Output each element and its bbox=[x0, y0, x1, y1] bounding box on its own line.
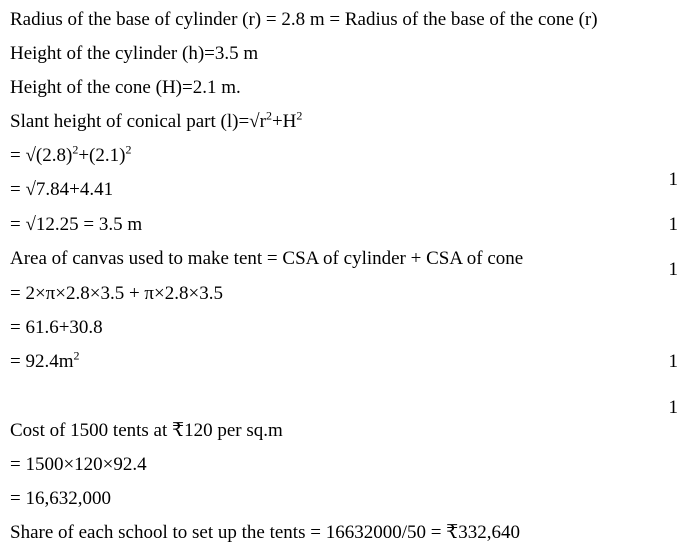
area-step-2: = 61.6+30.8 bbox=[10, 317, 103, 338]
area-step-3-prefix: = 92.4m bbox=[10, 351, 74, 372]
mark: 1 bbox=[668, 397, 678, 418]
cost-heading: Cost of 1500 tents at ₹120 per sq.m bbox=[10, 420, 283, 441]
exponent: 2 bbox=[265, 108, 272, 123]
area-heading: Area of canvas used to make tent = CSA of cylinder + CSA of cone bbox=[10, 248, 524, 269]
exponent: 2 bbox=[73, 348, 80, 363]
cost-step-2: = 16,632,000 bbox=[10, 488, 111, 509]
exponent: 2 bbox=[72, 142, 79, 157]
mark: 1 bbox=[668, 169, 678, 190]
slant-step-1 bbox=[10, 142, 132, 167]
given-radius: Radius of the base of cylinder (r) = 2.8 m = Radius of the base of the cone (r) bbox=[10, 9, 598, 30]
cost-step-1: = 1500×120×92.4 bbox=[10, 454, 147, 475]
area-step-3 bbox=[10, 348, 80, 373]
slant-height-formula-prefix: Slant height of conical part (l)=√r bbox=[10, 111, 266, 132]
slant-step-3: = √12.25 = 3.5 m bbox=[10, 214, 143, 235]
exponent: 2 bbox=[296, 108, 303, 123]
slant-step-2: = √7.84+4.41 bbox=[10, 179, 114, 200]
slant-step-1-prefix: = √(2.8) bbox=[10, 145, 73, 166]
mark: 1 bbox=[668, 259, 678, 280]
given-height-cylinder: Height of the cylinder (h)=3.5 m bbox=[10, 43, 259, 64]
mark: 1 bbox=[668, 214, 678, 235]
slant-step-1-mid: +(2.1) bbox=[78, 145, 126, 166]
area-step-1: = 2×π×2.8×3.5 + π×2.8×3.5 bbox=[10, 283, 223, 304]
slant-height-formula-mid: +H bbox=[271, 111, 297, 132]
mark: 1 bbox=[668, 351, 678, 372]
share-per-school: Share of each school to set up the tents = 16632000/50 = ₹332,640 bbox=[10, 522, 521, 543]
slant-height-formula bbox=[10, 108, 303, 133]
exponent: 2 bbox=[125, 142, 132, 157]
given-height-cone: Height of the cone (H)=2.1 m. bbox=[10, 77, 241, 98]
